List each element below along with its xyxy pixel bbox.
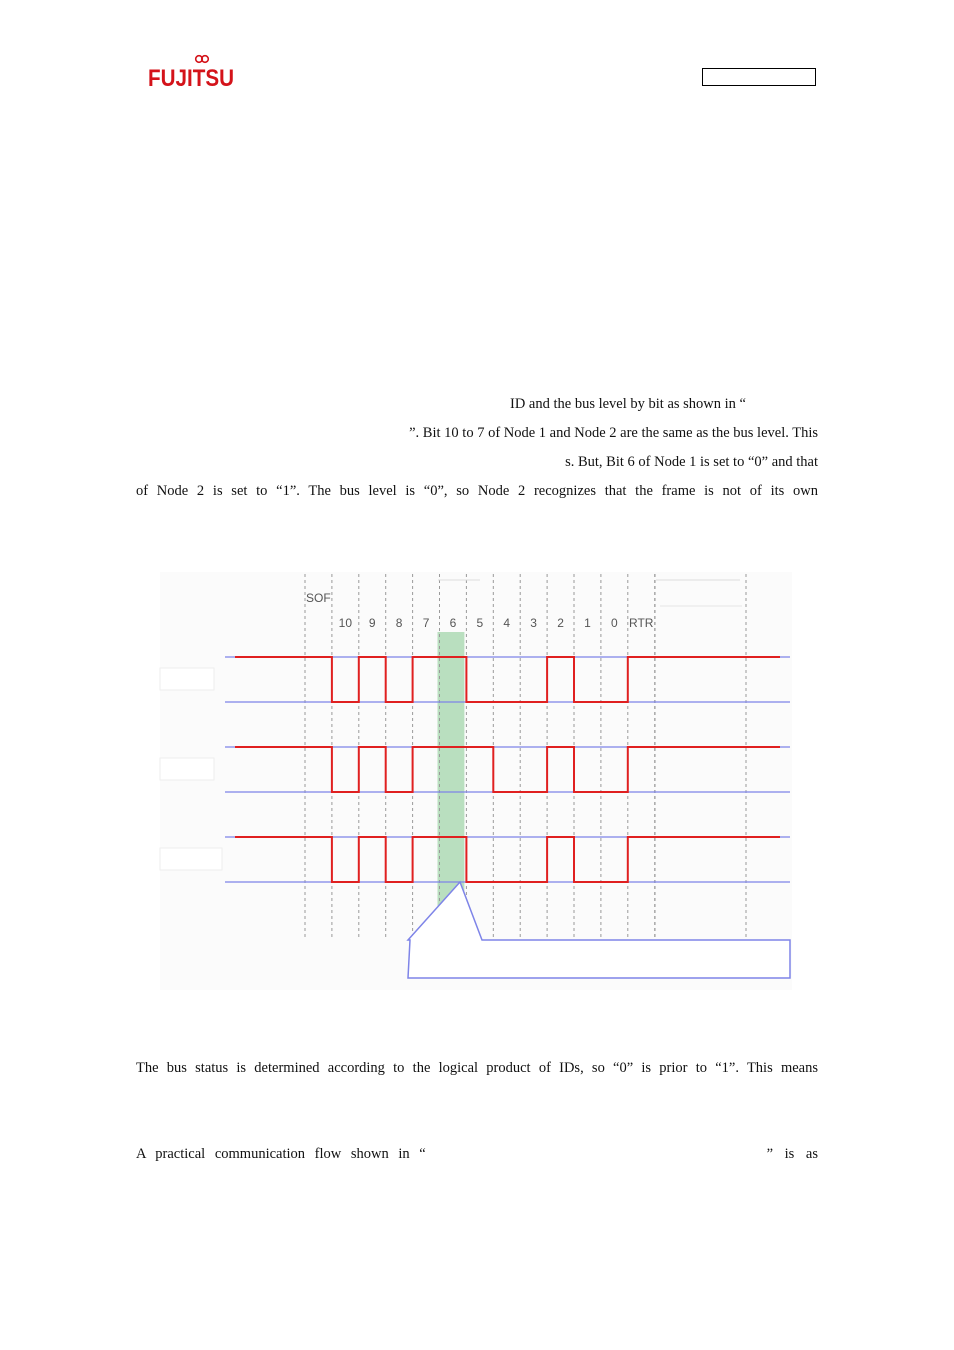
text-line: ID and the bus level by bit as shown in “ — [510, 396, 746, 412]
bit-number-label: 5 — [476, 616, 484, 630]
node-label-placeholder — [160, 758, 214, 780]
bit-number-label: 9 — [368, 616, 376, 630]
bit-number-label: 2 — [557, 616, 564, 630]
paragraph-communication-flow — [136, 1140, 818, 1170]
text-line: of Node 2 is set to “1”. The bus level is “0”, so Node 2 recognizes that the frame is not of its own — [136, 483, 818, 499]
fujitsu-logo — [148, 54, 238, 94]
bit6-highlight-band — [438, 632, 465, 912]
node-label-placeholder — [160, 668, 214, 690]
bit-number-label: 3 — [530, 616, 537, 630]
text-line: ” is as — [766, 1146, 818, 1162]
document-number-box — [702, 68, 816, 86]
bit-number-label: 6 — [449, 616, 457, 630]
bit-number-label: 4 — [503, 616, 511, 630]
node-label-placeholder — [160, 848, 222, 870]
sof-label: SOF — [306, 591, 331, 605]
timing-diagram-svg — [160, 572, 792, 990]
paragraph-arbitration — [136, 390, 818, 510]
text-line: ”. Bit 10 to 7 of Node 1 and Node 2 are the same as the bus level. This — [409, 425, 818, 441]
text-line: s. But, Bit 6 of Node 1 is set to “0” and that — [565, 454, 818, 470]
bit-number-label: 8 — [395, 616, 403, 630]
bit-number-label: 10 — [338, 616, 353, 630]
logo-text: FUJITSU — [148, 65, 234, 92]
arbitration-timing-diagram — [160, 572, 792, 990]
bit-number-label: 7 — [422, 616, 430, 630]
text-line: A practical communication flow shown in “ — [136, 1146, 426, 1162]
bit-number-label: RTR — [629, 616, 654, 630]
bit-number-label: 0 — [611, 616, 618, 630]
paragraph-bus-status — [136, 1054, 818, 1084]
bit-number-label: 1 — [584, 616, 591, 630]
text-line: The bus status is determined according to the logical product of IDs, so “0” is prior to “1”. This means — [136, 1060, 818, 1076]
